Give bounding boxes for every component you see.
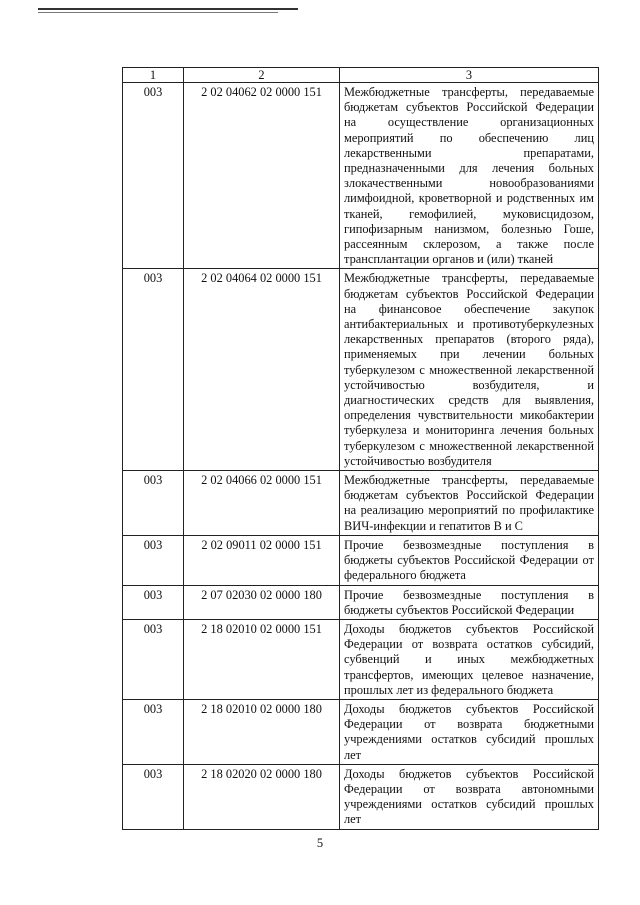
revenue-codes-table [122,67,599,830]
table-row [123,619,599,699]
description-cell: Межбюджетные трансферты, передаваемые бюджетам субъектов Российской Федерации на финансовое обеспечение закупок антибактериальных и противотуберкулезных лекарственных препаратов (второго ряда), применяемых при лечении больных туберкулезом с множественной лекарственной устойчивостью возбудителя, и диагностических средств для выявления, определения чувствительности микобактерии туберкулеза и мониторинга лечения больных туберкулезом с множественной лекарственной устойчивостью возбудителя [340,269,599,471]
table-row [123,535,599,585]
top-rule [38,8,298,10]
description-cell: Доходы бюджетов субъектов Российской Федерации от возврата остатков субсидий, субвенций и иных межбюджетных трансфертов, имеющих целевое назначение, прошлых лет из федерального бюджета [340,619,599,699]
column-header-3: 3 [340,68,599,83]
admin-code-cell: 003 [123,699,184,764]
table-header-row [123,68,599,83]
admin-code-cell: 003 [123,619,184,699]
column-header-1: 1 [123,68,184,83]
budget-code-cell: 2 02 04066 02 0000 151 [184,471,340,536]
description-cell: Межбюджетные трансферты, передаваемые бюджетам субъектов Российской Федерации на осуществление организационных мероприятий по обеспечению лиц лекарственными препаратами, предназначенными для лечения больных злокачественными новообразованиями лимфоидной, кроветворной и родственных им тканей, гемофилией, муковисцидозом, гипофизарным нанизмом, болезнью Гоше, рассеянным склерозом, а также после трансплантации органов и (или) тканей [340,83,599,269]
admin-code-cell: 003 [123,535,184,585]
admin-code-cell: 003 [123,585,184,619]
table-row [123,83,599,269]
budget-code-cell: 2 18 02020 02 0000 180 [184,764,340,829]
table-row [123,764,599,829]
budget-code-cell: 2 02 09011 02 0000 151 [184,535,340,585]
admin-code-cell: 003 [123,83,184,269]
description-cell: Межбюджетные трансферты, передаваемые бюджетам субъектов Российской Федерации на реализацию мероприятий по профилактике ВИЧ-инфекции и гепатитов В и С [340,471,599,536]
table-row [123,699,599,764]
budget-code-cell: 2 02 04062 02 0000 151 [184,83,340,269]
description-cell: Прочие безвозмездные поступления в бюджеты субъектов Российской Федерации от федерального бюджета [340,535,599,585]
admin-code-cell: 003 [123,764,184,829]
budget-code-cell: 2 18 02010 02 0000 180 [184,699,340,764]
admin-code-cell: 003 [123,269,184,471]
table-row [123,585,599,619]
description-cell: Доходы бюджетов субъектов Российской Федерации от возврата бюджетными учреждениями остатков субсидий прошлых лет [340,699,599,764]
budget-code-cell: 2 18 02010 02 0000 151 [184,619,340,699]
table-row [123,269,599,471]
description-cell: Прочие безвозмездные поступления в бюджеты субъектов Российской Федерации [340,585,599,619]
admin-code-cell: 003 [123,471,184,536]
description-cell: Доходы бюджетов субъектов Российской Федерации от возврата автономными учреждениями остатков субсидий прошлых лет [340,764,599,829]
page-number: 5 [316,836,324,850]
table-row [123,471,599,536]
budget-code-cell: 2 07 02030 02 0000 180 [184,585,340,619]
column-header-2: 2 [184,68,340,83]
budget-code-cell: 2 02 04064 02 0000 151 [184,269,340,471]
